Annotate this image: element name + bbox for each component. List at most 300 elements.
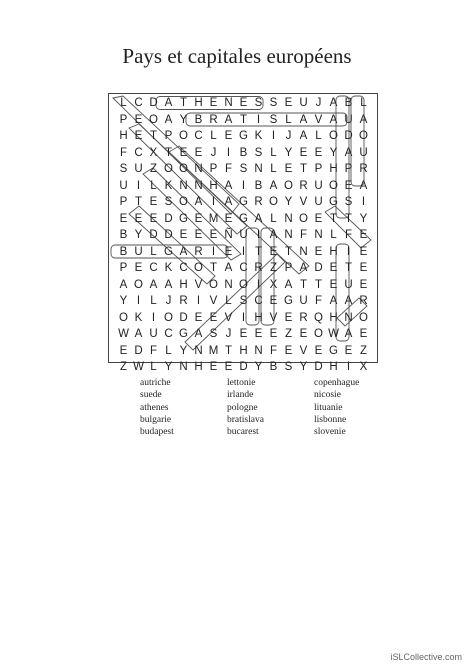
grid-cell: E: [119, 344, 128, 357]
grid-cell: S: [209, 328, 218, 340]
grid-cell: D: [164, 212, 173, 225]
grid-cell: H: [329, 311, 338, 324]
grid-cell: J: [165, 295, 172, 307]
grid-cell: B: [119, 229, 128, 241]
grid-cell: A: [164, 278, 173, 291]
grid-cell: S: [254, 97, 263, 109]
grid-cell: A: [329, 113, 338, 126]
grid-cell: I: [241, 245, 246, 258]
grid-cell: L: [270, 163, 277, 175]
grid-cell: T: [224, 344, 233, 357]
grid-cell: O: [299, 212, 308, 225]
grid-cell: L: [225, 295, 232, 307]
grid-cell: N: [194, 344, 203, 357]
grid-cell: N: [224, 278, 233, 291]
grid-cell: I: [346, 245, 351, 258]
grid-cell: J: [285, 130, 292, 142]
grid-cell: A: [134, 328, 143, 340]
grid-cell: A: [344, 295, 353, 307]
grid-cell: C: [179, 262, 188, 274]
grid-cell: E: [269, 295, 278, 307]
grid-cell: R: [179, 295, 188, 307]
grid-cell: E: [149, 196, 158, 208]
grid-cell: H: [209, 179, 218, 192]
grid-cell: R: [254, 196, 263, 208]
grid-cell: B: [269, 361, 278, 373]
grid-cell: E: [269, 245, 278, 258]
grid-cell: L: [210, 130, 217, 142]
grid-cell: E: [284, 344, 293, 357]
grid-cell: P: [209, 163, 218, 175]
grid-cell: I: [151, 311, 156, 324]
grid-cell: K: [164, 262, 173, 274]
grid-cell: C: [194, 130, 203, 142]
grid-cell: O: [329, 130, 338, 142]
grid-cell: L: [360, 97, 367, 109]
grid-cell: U: [314, 196, 323, 208]
grid-cell: U: [359, 146, 368, 159]
grid-cell: A: [299, 130, 308, 142]
grid-cell: O: [209, 278, 218, 291]
grid-cell: O: [179, 163, 188, 175]
grid-cell: P: [119, 113, 128, 126]
grid-cell: P: [284, 262, 293, 274]
grid-cell: O: [269, 196, 278, 208]
grid-cell: O: [164, 311, 173, 324]
grid-cell: B: [239, 146, 248, 159]
grid-cell: G: [284, 295, 293, 307]
grid-cell: L: [270, 146, 277, 159]
grid-cell: J: [315, 97, 322, 109]
grid-cell: A: [299, 113, 308, 126]
grid-cell: Q: [314, 311, 323, 324]
grid-cell: A: [344, 328, 353, 340]
grid-cell: Y: [254, 361, 263, 373]
grid-cell: E: [314, 245, 323, 258]
grid-cell: Y: [329, 146, 338, 159]
grid-cell: D: [314, 262, 323, 274]
grid-cell: D: [344, 130, 353, 142]
grid-cell: E: [179, 229, 188, 241]
grid-cell: W: [118, 328, 129, 340]
grid-cell: H: [329, 245, 338, 258]
grid-cell: C: [149, 262, 158, 274]
grid-cell: U: [119, 179, 128, 192]
grid-cell: G: [239, 212, 248, 225]
grid-cell: A: [269, 179, 278, 192]
grid-cell: Z: [149, 163, 158, 175]
grid-cell: N: [179, 179, 188, 192]
grid-cell: A: [359, 113, 368, 126]
grid-cell: A: [329, 97, 338, 109]
grid-cell: P: [119, 196, 128, 208]
grid-cell: G: [329, 196, 338, 208]
grid-cell: L: [150, 295, 157, 307]
grid-cell: S: [254, 146, 263, 159]
grid-cell: E: [359, 278, 368, 291]
grid-cell: Z: [284, 328, 293, 340]
grid-cell: L: [150, 179, 157, 192]
grid-cell: U: [344, 278, 353, 291]
grid-cell: K: [164, 179, 173, 192]
grid-cell: E: [314, 212, 323, 225]
grid-cell: X: [269, 278, 278, 291]
grid-cell: I: [256, 113, 261, 126]
grid-cell: L: [120, 97, 127, 109]
grid-cell: S: [344, 196, 353, 208]
grid-cell: E: [284, 311, 293, 324]
grid-cell: T: [299, 163, 308, 175]
grid-cell: R: [254, 262, 263, 274]
grid-cell: E: [299, 328, 308, 340]
grid-cell: U: [134, 163, 143, 175]
grid-cell: T: [344, 262, 353, 274]
grid-cell: N: [314, 229, 323, 241]
grid-cell: T: [314, 278, 323, 291]
grid-cell: I: [361, 196, 366, 208]
grid-cell: O: [119, 311, 128, 324]
grid-cell: L: [165, 344, 172, 357]
grid-cell: N: [344, 311, 353, 324]
grid-cell: F: [344, 229, 353, 241]
grid-cell: E: [329, 262, 338, 274]
grid-cell: T: [164, 146, 173, 159]
word-item: budapest: [140, 427, 174, 438]
grid-cell: R: [299, 179, 308, 192]
grid-cell: E: [179, 146, 188, 159]
grid-cell: C: [134, 97, 143, 109]
grid-cell: W: [133, 361, 144, 373]
grid-cell: E: [359, 229, 368, 241]
grid-cell: M: [208, 212, 219, 225]
grid-cell: E: [239, 328, 248, 340]
word-item: nicosie: [314, 390, 341, 401]
grid-cell: O: [134, 278, 143, 291]
grid-cell: L: [315, 130, 322, 142]
grid-cell: E: [209, 361, 218, 373]
word-item: bucarest: [227, 427, 259, 438]
grid-cell: A: [149, 278, 158, 291]
grid-cell: I: [136, 295, 141, 307]
grid-cell: S: [239, 295, 248, 307]
grid-cell: A: [359, 179, 368, 192]
grid-cell: O: [179, 196, 188, 208]
grid-cell: R: [194, 245, 203, 258]
grid-cell: E: [359, 328, 368, 340]
grid-cell: T: [239, 113, 248, 126]
grid-cell: A: [194, 328, 203, 340]
grid-cell: K: [134, 311, 143, 324]
grid-cell: C: [254, 295, 263, 307]
grid-cell: V: [194, 278, 203, 291]
grid-cell: H: [329, 163, 338, 175]
grid-cell: U: [299, 295, 308, 307]
grid-cell: S: [239, 163, 248, 175]
grid-cell: E: [254, 328, 263, 340]
grid-cell: T: [209, 262, 218, 274]
grid-cell: G: [164, 245, 173, 258]
grid-cell: V: [314, 113, 323, 126]
grid-cell: N: [254, 344, 263, 357]
grid-cell: D: [179, 311, 188, 324]
grid-cell: H: [194, 97, 203, 109]
grid-cell: F: [224, 163, 233, 175]
grid-cell: Y: [134, 229, 143, 241]
grid-cell: A: [344, 146, 353, 159]
word-item: bulgarie: [140, 414, 172, 425]
grid-cell: D: [164, 229, 173, 241]
grid-cell: V: [269, 311, 278, 324]
grid-cell: R: [359, 295, 368, 307]
grid-cell: B: [194, 113, 203, 126]
grid-cell: X: [149, 146, 158, 159]
grid-cell: N: [224, 97, 233, 109]
grid-cell: E: [134, 130, 143, 142]
grid-cell: A: [224, 262, 233, 274]
grid-cell: C: [164, 328, 173, 340]
grid-cell: E: [194, 212, 203, 225]
grid-cell: Ñ: [224, 229, 233, 241]
grid-cell: A: [299, 262, 308, 274]
grid-cell: E: [224, 361, 233, 373]
grid-cell: E: [134, 113, 143, 126]
word-list: [140, 377, 400, 438]
grid-cell: I: [271, 130, 276, 142]
grid-cell: V: [209, 295, 218, 307]
grid-cell: E: [284, 163, 293, 175]
grid-cell: I: [211, 196, 216, 208]
word-item: bratislava: [227, 414, 264, 425]
grid-cell: B: [344, 97, 353, 109]
grid-cell: H: [194, 361, 203, 373]
grid-cell: T: [329, 212, 338, 225]
grid-cell: L: [150, 245, 157, 258]
grid-cell: A: [269, 229, 278, 241]
grid-cell: I: [346, 361, 351, 373]
grid-cell: T: [149, 130, 158, 142]
grid-cell: S: [284, 361, 293, 373]
grid-cell: P: [314, 163, 323, 175]
grid-cell: O: [314, 328, 323, 340]
grid-cell: E: [329, 278, 338, 291]
grid-cell: N: [284, 229, 293, 241]
word-item: lettonie: [227, 378, 256, 388]
grid-cell: U: [149, 328, 158, 340]
word-item: lituanie: [314, 402, 343, 413]
grid-cell: A: [224, 179, 233, 192]
grid-cell: N: [194, 163, 203, 175]
grid-cell: A: [224, 196, 233, 208]
grid-cell: F: [299, 229, 308, 241]
grid-cell: E: [269, 328, 278, 340]
grid-cell: E: [299, 146, 308, 159]
grid-cell: M: [208, 344, 219, 357]
grid-cell: E: [224, 130, 233, 142]
grid-cell: E: [359, 262, 368, 274]
grid-cell: E: [314, 146, 323, 159]
grid-cell: S: [269, 113, 278, 126]
grid-cell: N: [179, 361, 188, 373]
grid-cell: G: [329, 344, 338, 357]
grid-cell: B: [119, 245, 128, 258]
grid-cell: I: [196, 295, 201, 307]
word-item: irlande: [227, 390, 254, 401]
grid-cell: E: [284, 97, 293, 109]
grid-cell: E: [209, 311, 218, 324]
grid-cell: A: [329, 295, 338, 307]
grid-cell: G: [239, 196, 248, 208]
word-item: copenhague: [314, 378, 360, 388]
grid-cell: C: [239, 262, 248, 274]
grid-cell: I: [136, 179, 141, 192]
grid-cell: A: [284, 278, 293, 291]
grid-cell: E: [314, 344, 323, 357]
grid-cell: N: [299, 245, 308, 258]
grid-cell: B: [254, 179, 263, 192]
grid-cell: H: [239, 344, 248, 357]
grid-cell: J: [225, 328, 232, 340]
grid-cell: S: [119, 163, 128, 175]
grid-cell: N: [284, 212, 293, 225]
word-item: autriche: [140, 378, 171, 388]
grid-cell: V: [224, 311, 233, 324]
grid-cell: A: [254, 212, 263, 225]
grid-cell: G: [179, 328, 188, 340]
grid-cell: Z: [269, 262, 278, 274]
grid-cell: S: [164, 196, 173, 208]
footer-brand: iSLCollective.com: [390, 652, 462, 662]
grid-cell: O: [194, 262, 203, 274]
grid-cell: E: [194, 146, 203, 159]
grid-cell: U: [314, 179, 323, 192]
grid-cell: L: [285, 113, 292, 126]
grid-cell: T: [254, 245, 263, 258]
grid-cell: G: [179, 212, 188, 225]
grid-cell: U: [239, 229, 248, 241]
grid-cell: R: [299, 311, 308, 324]
grid-cell: D: [239, 361, 248, 373]
grid-cell: P: [344, 163, 353, 175]
grid-cell: W: [328, 328, 339, 340]
grid-cell: I: [241, 311, 246, 324]
grid-cell: A: [179, 245, 188, 258]
grid-cell: N: [194, 179, 203, 192]
grid-cell: J: [210, 146, 217, 159]
grid-cell: E: [209, 97, 218, 109]
grid-cell: E: [134, 262, 143, 274]
grid-cell: L: [150, 361, 157, 373]
grid-cell: E: [239, 97, 248, 109]
grid-cell: Y: [179, 113, 188, 126]
grid-cell: H: [119, 130, 128, 142]
grid-cell: X: [359, 361, 368, 373]
grid-cell: I: [241, 179, 246, 192]
grid-cell: A: [164, 97, 173, 109]
word-item: lisbonne: [314, 414, 347, 425]
grid-cell: F: [269, 344, 278, 357]
grid-cell: E: [194, 229, 203, 241]
grid-cell: T: [284, 245, 293, 258]
grid-cell: T: [179, 97, 188, 109]
word-search-grid: [108, 93, 378, 373]
grid-cell: A: [119, 278, 128, 291]
grid-cell: A: [194, 196, 203, 208]
page-title: Pays et capitales européens: [122, 44, 352, 68]
grid-cell: E: [344, 179, 353, 192]
grid-cell: E: [344, 344, 353, 357]
grid-cell: E: [149, 212, 158, 225]
grid-cell: O: [329, 179, 338, 192]
grid-cell: H: [254, 311, 263, 324]
grid-cell: O: [359, 130, 368, 142]
grid-cell: Z: [359, 344, 368, 357]
grid-cell: D: [149, 97, 158, 109]
grid-cell: F: [149, 344, 158, 357]
grid-cell: E: [359, 245, 368, 258]
grid-cell: A: [164, 113, 173, 126]
grid-cell: Z: [119, 361, 128, 373]
word-item: athenes: [140, 402, 169, 413]
grid-cell: G: [239, 130, 248, 142]
grid-cell: O: [149, 113, 158, 126]
grid-cell: I: [211, 245, 216, 258]
grid-cell: I: [226, 146, 231, 159]
grid-cell: Y: [359, 212, 368, 225]
grid-cell: E: [194, 311, 203, 324]
grid-cell: E: [224, 245, 233, 258]
word-item: suede: [140, 390, 162, 401]
grid-cell: Y: [284, 196, 293, 208]
grid-cell: T: [134, 196, 143, 208]
grid-cell: P: [164, 130, 173, 142]
grid-cell: I: [256, 229, 261, 241]
grid-cell: D: [134, 344, 143, 357]
grid-cell: O: [239, 278, 248, 291]
grid-cell: E: [119, 212, 128, 225]
grid-cell: E: [224, 212, 233, 225]
grid-cell: N: [254, 163, 263, 175]
grid-cell: H: [179, 278, 188, 291]
grid-cell: V: [299, 196, 308, 208]
grid-cell: P: [119, 262, 128, 274]
grid-cell: U: [299, 97, 308, 109]
grid-cell: O: [284, 179, 293, 192]
grid-cell: A: [224, 113, 233, 126]
grid-cell: Y: [284, 146, 293, 159]
grid-cell: R: [209, 113, 218, 126]
grid-cell: R: [359, 163, 368, 175]
grid-cell: U: [134, 245, 143, 258]
grid-cell: Y: [119, 295, 128, 307]
word-item: pologne: [227, 402, 258, 413]
grid-cell: S: [269, 97, 278, 109]
grid-cell: E: [134, 212, 143, 225]
grid-cell: L: [270, 212, 277, 225]
word-item: slovenie: [314, 427, 346, 438]
grid-cell: O: [179, 130, 188, 142]
grid-cell: Y: [299, 361, 308, 373]
grid-cell: D: [149, 229, 158, 241]
grid-cell: I: [256, 278, 261, 291]
grid-cell: H: [329, 361, 338, 373]
grid-cell: O: [359, 311, 368, 324]
grid-cell: V: [299, 344, 308, 357]
grid-cell: F: [119, 146, 128, 159]
grid-cell: Y: [179, 344, 188, 357]
grid-cell: K: [254, 130, 263, 142]
grid-cell: Y: [164, 361, 173, 373]
grid-cell: L: [330, 229, 337, 241]
